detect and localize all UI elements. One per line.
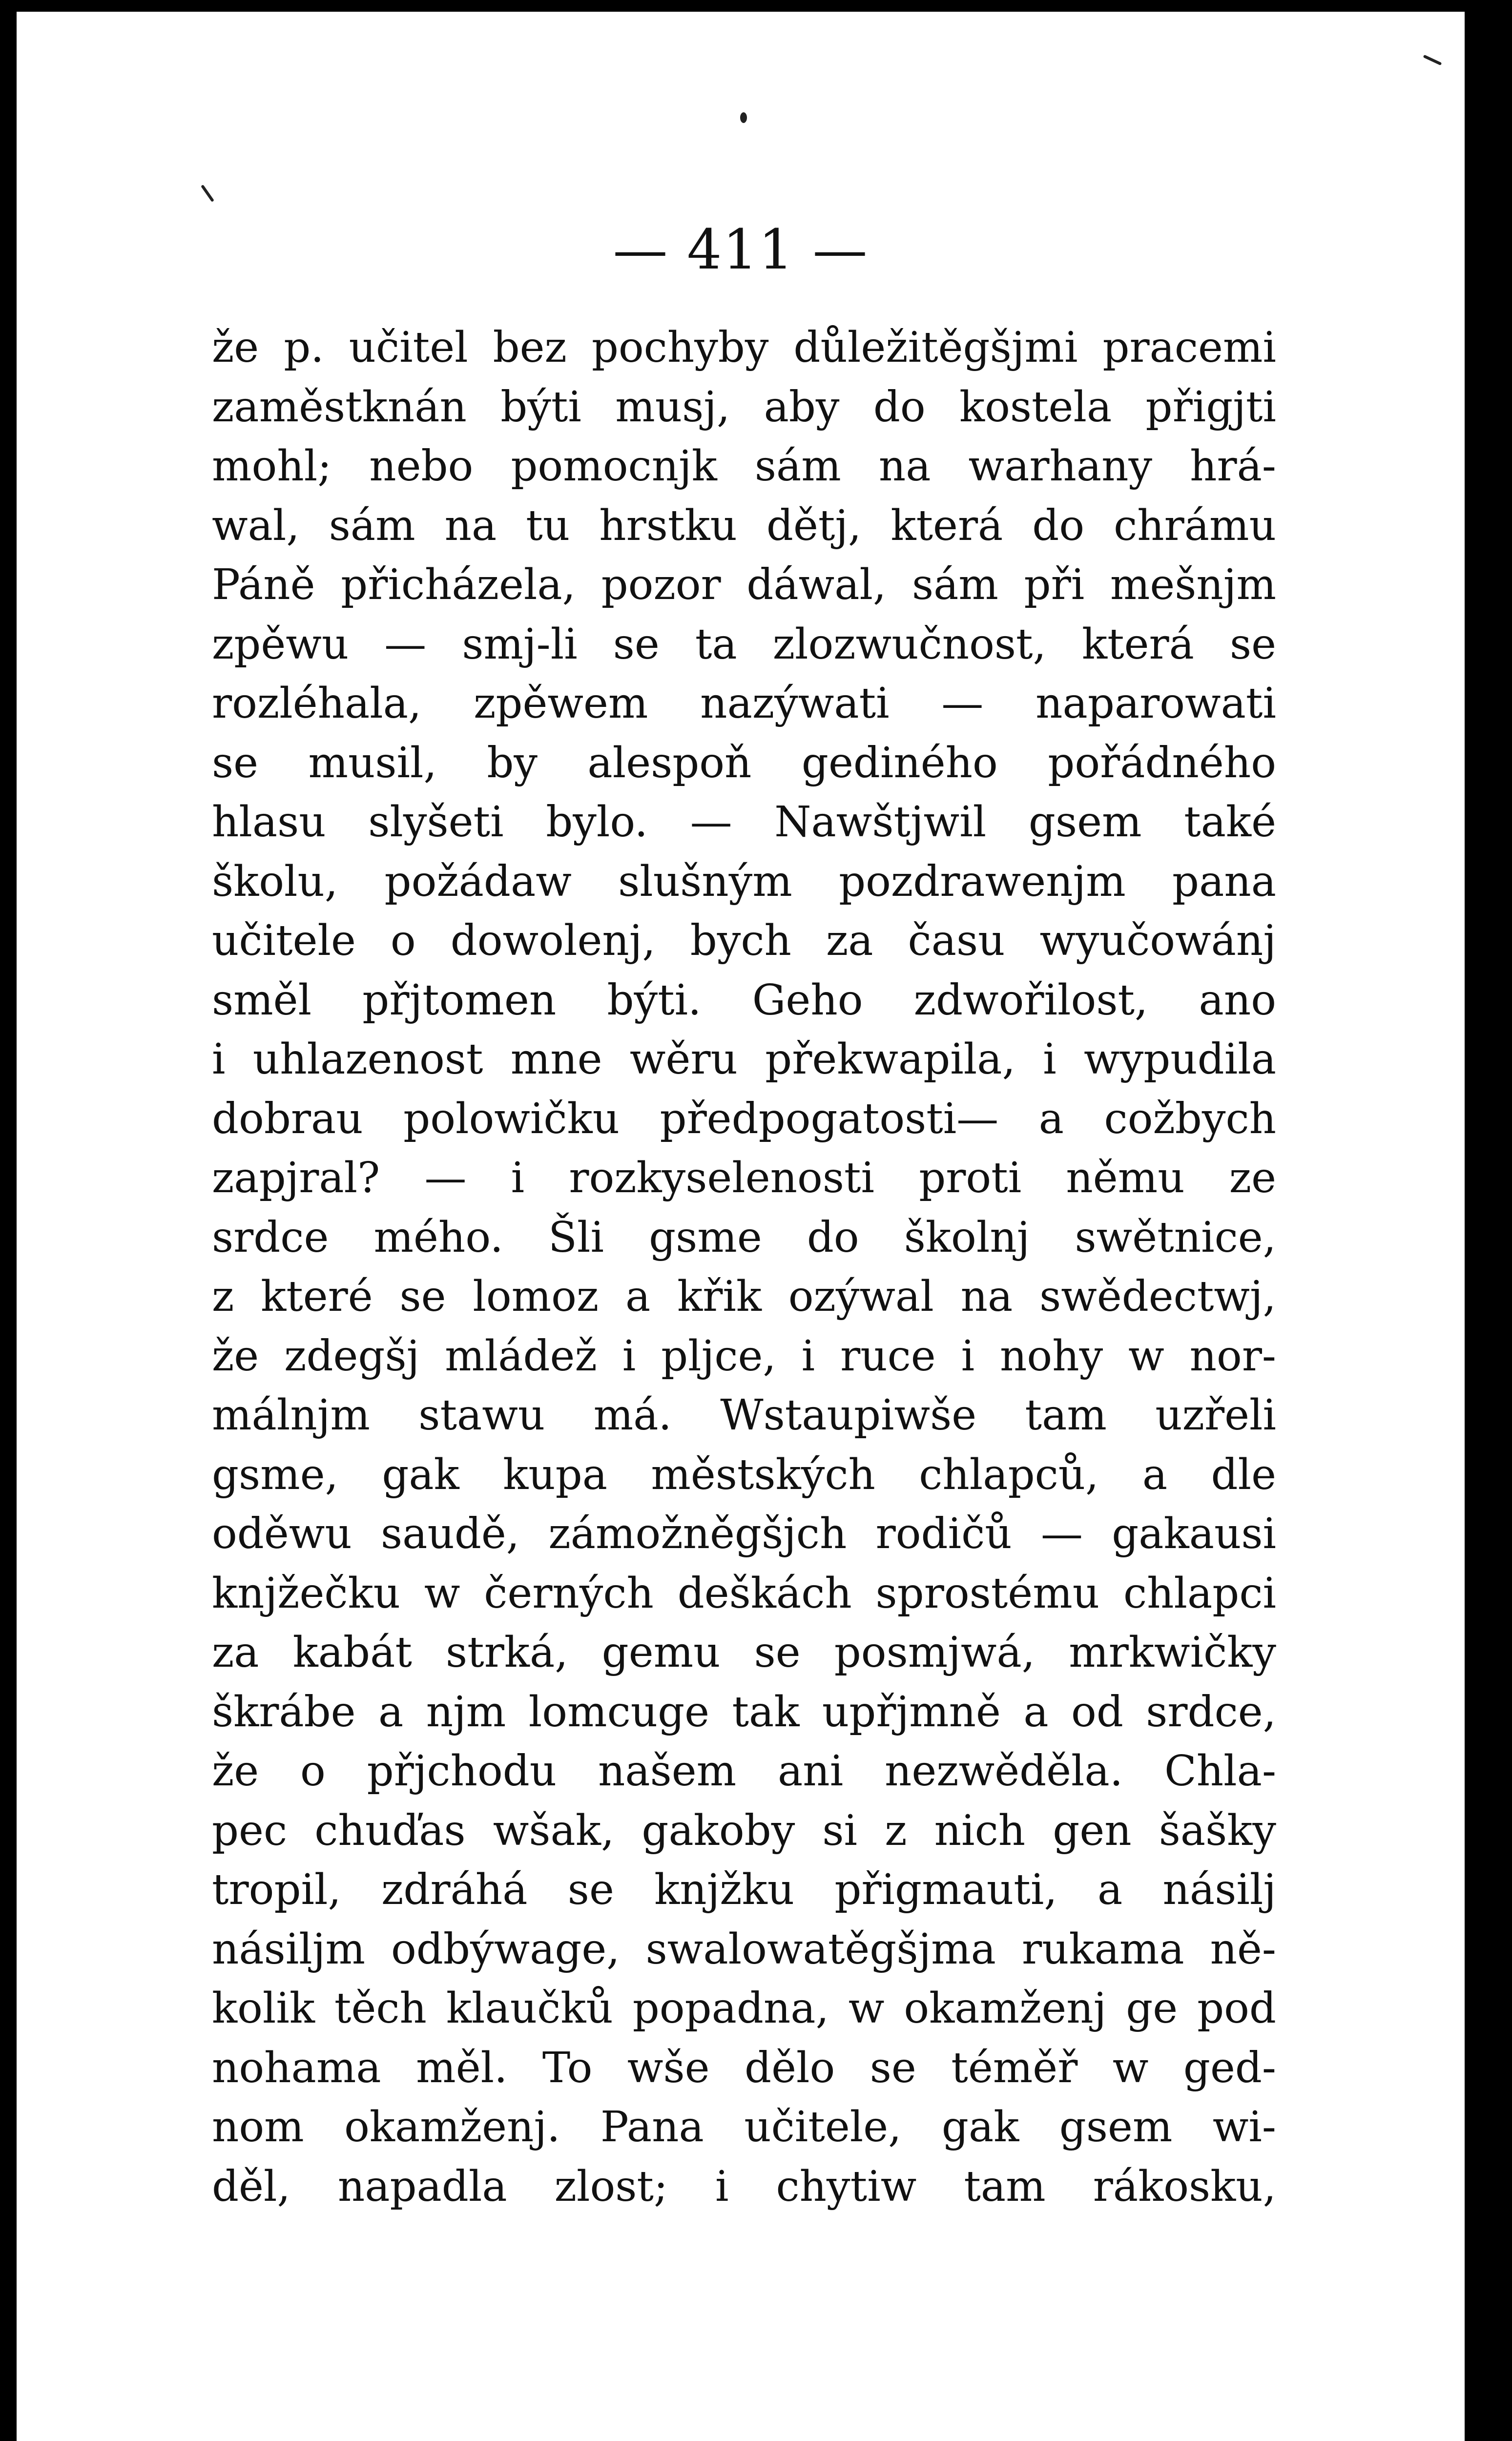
text-line: srdce mého. Šli gsme do školnj swětnice, bbox=[212, 1213, 1276, 1262]
scan-speck bbox=[740, 112, 747, 123]
text-line: wal, sám na tu hrstku dětj, která do chrámu bbox=[212, 501, 1276, 550]
book-page bbox=[17, 12, 1465, 2441]
text-line: zpěwu — smj-li se ta zlozwučnost, která se bbox=[212, 620, 1276, 669]
text-line: za kabát strká, gemu se posmjwá, mrkwičky bbox=[212, 1628, 1276, 1677]
text-line: nom okamženj. Pana učitele, gak gsem wi- bbox=[212, 2103, 1276, 2151]
text-line: gsme, gak kupa městských chlapců, a dle bbox=[212, 1450, 1276, 1499]
scan-speck bbox=[1423, 55, 1442, 65]
text-line: že o přjchodu našem ani nezwěděla. Chla- bbox=[212, 1747, 1276, 1796]
text-line: škrábe a njm lomcuge tak upřjmně a od srdce, bbox=[212, 1687, 1276, 1737]
page-number: — 411 — bbox=[613, 218, 869, 282]
text-line: školu, požádaw slušným pozdrawenjm pana bbox=[212, 857, 1276, 906]
text-line: že zdegšj mládež i pljce, i ruce i nohy w nor- bbox=[212, 1331, 1276, 1381]
body-text bbox=[212, 318, 1276, 2216]
text-line: děl, napadla zlost; i chytiw tam rákosku, bbox=[212, 2162, 1276, 2211]
text-line: kolik těch klaučků popadna, w okamženj ge pod bbox=[212, 1984, 1276, 2033]
text-line: hlasu slyšeti bylo. — Nawštjwil gsem také bbox=[212, 798, 1276, 847]
text-line: zapjral? — i rozkyselenosti proti němu ze bbox=[212, 1154, 1276, 1202]
text-line: směl přjtomen býti. Geho zdwořilost, ano bbox=[212, 975, 1276, 1025]
text-line: pec chuďas wšak, gakoby si z nich gen šašky bbox=[212, 1806, 1276, 1855]
text-line: z které se lomoz a křik ozýwal na swědectwj, bbox=[212, 1272, 1276, 1321]
text-line: tropil, zdráhá se knjžku přigmauti, a násilj bbox=[212, 1865, 1276, 1914]
text-line: oděwu saudě, zámožněgšjch rodičů — gakausi bbox=[212, 1510, 1276, 1558]
text-line: nohama měl. To wše dělo se téměř w ged- bbox=[212, 2043, 1276, 2092]
text-line: rozléhala, zpěwem nazýwati — naparowati bbox=[212, 679, 1276, 728]
text-line: mohl; nebo pomocnjk sám na warhany hrá- bbox=[212, 442, 1276, 491]
text-line: málnjm stawu má. Wstaupiwše tam uzřeli bbox=[212, 1391, 1276, 1440]
text-line: Páně přicházela, pozor dáwal, sám při mešnjm bbox=[212, 560, 1276, 609]
text-line: i uhlazenost mne wěru překwapila, i wypudila bbox=[212, 1035, 1276, 1084]
text-line: učitele o dowolenj, bych za času wyučowánj bbox=[212, 916, 1276, 965]
text-line: dobrau polowičku předpogatosti— a cožbych bbox=[212, 1094, 1276, 1143]
text-line: se musil, by alespoň gediného pořádného bbox=[212, 738, 1276, 787]
text-line: zaměstknán býti musj, aby do kostela přigjti bbox=[212, 382, 1276, 432]
text-line: že p. učitel bez pochyby důležitěgšjmi pracemi bbox=[212, 323, 1276, 372]
scan-speck bbox=[201, 185, 214, 202]
text-line: knjžečku w černých deškách sprostému chlapci bbox=[212, 1569, 1276, 1618]
text-line: násiljm odbýwage, swalowatěgšjma rukama ně- bbox=[212, 1924, 1276, 1974]
